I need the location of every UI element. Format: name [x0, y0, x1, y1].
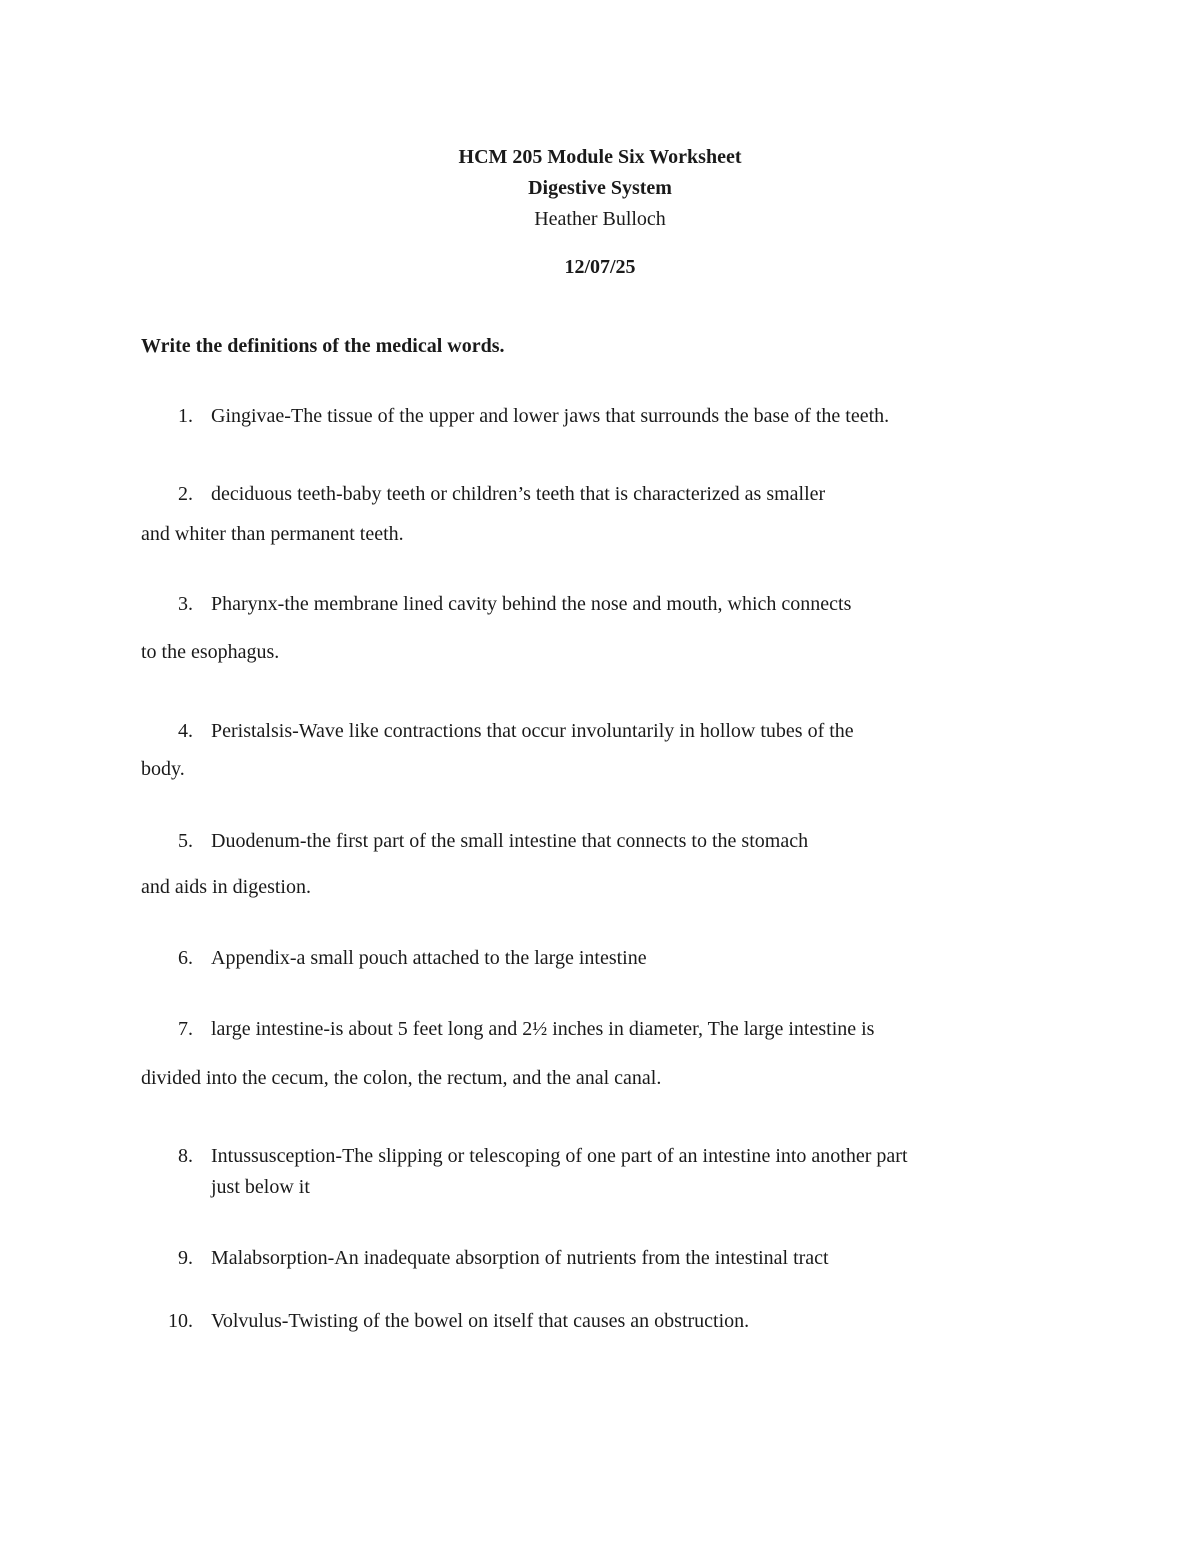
- item-text: Pharynx-the membrane lined cavity behind the nose and mouth, which connects: [211, 593, 852, 615]
- item-text: Peristalsis-Wave like contractions that occur involuntarily in hollow tubes of the: [211, 720, 854, 742]
- item-number: 10.: [168, 1310, 193, 1332]
- item-number: 7.: [178, 1018, 193, 1040]
- item-text-continued: divided into the cecum, the colon, the rectum, and the anal canal.: [141, 1067, 662, 1089]
- item-text-continued: to the esophagus.: [141, 641, 280, 663]
- item-number: 5.: [178, 830, 193, 852]
- author-name: Heather Bulloch: [534, 208, 666, 230]
- document-subtitle: Digestive System: [528, 177, 672, 199]
- document-title: HCM 205 Module Six Worksheet: [458, 146, 742, 168]
- item-number: 9.: [178, 1247, 193, 1269]
- item-number: 3.: [178, 593, 193, 615]
- item-number: 1.: [178, 405, 193, 427]
- document-date: 12/07/25: [564, 256, 636, 278]
- item-text-continued: body.: [141, 758, 185, 780]
- item-text: deciduous teeth-baby teeth or children’s teeth that is characterized as smaller: [211, 483, 826, 505]
- item-text: Intussusception-The slipping or telescoping of one part of an intestine into another part: [211, 1145, 908, 1167]
- item-number: 2.: [178, 483, 193, 505]
- item-text: Gingivae-The tissue of the upper and lower jaws that surrounds the base of the teeth.: [211, 405, 890, 427]
- item-text: large intestine-is about 5 feet long and 2½ inches in diameter, The large intestine is: [211, 1018, 875, 1040]
- item-text-continued: just below it: [211, 1176, 310, 1198]
- item-number: 8.: [178, 1145, 193, 1167]
- instruction-text: Write the definitions of the medical words.: [141, 335, 505, 357]
- item-text: Volvulus-Twisting of the bowel on itself that causes an obstruction.: [211, 1310, 750, 1332]
- item-text-continued: and whiter than permanent teeth.: [141, 523, 404, 545]
- item-text: Duodenum-the first part of the small intestine that connects to the stomach: [211, 830, 809, 852]
- item-text-continued: and aids in digestion.: [141, 876, 311, 898]
- item-text: Appendix-a small pouch attached to the large intestine: [211, 947, 647, 969]
- item-number: 4.: [178, 720, 193, 742]
- item-text: Malabsorption-An inadequate absorption of nutrients from the intestinal tract: [211, 1247, 829, 1269]
- item-number: 6.: [178, 947, 193, 969]
